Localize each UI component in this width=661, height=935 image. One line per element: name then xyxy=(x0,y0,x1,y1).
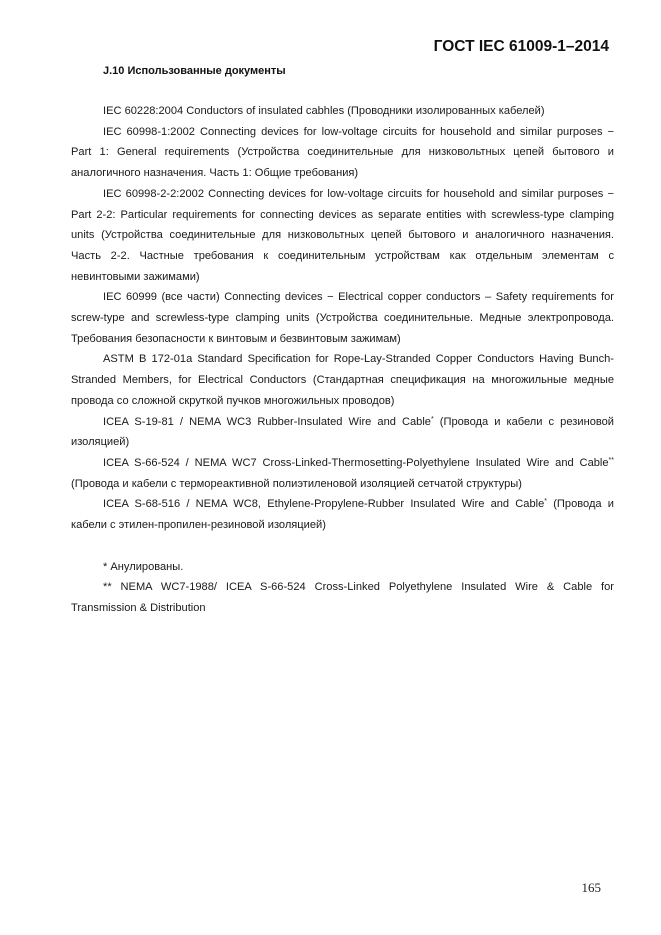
footnote-mark: ** xyxy=(608,456,614,464)
document-id-header: ГОСТ IEC 61009-1–2014 xyxy=(433,38,609,55)
footnote-mark: * xyxy=(430,415,434,423)
reference-item: ASTM B 172-01a Standard Specification for Rope-Lay-Stranded Copper Conductors Having Bunch-Stranded Members, for Electrical Conductors (Стандартная спецификация на многожильные медные провода со сложной скруткой пучков многожильных проводов) xyxy=(71,353,614,407)
references-list xyxy=(71,101,614,619)
reference-item: ICEA S-19-81 / NEMA WC3 Rubber-Insulated Wire and Cable* (Провода и кабели с резиновой изоляцией) xyxy=(71,415,614,449)
footnote-mark: * xyxy=(544,498,548,506)
page-number: 165 xyxy=(581,880,601,895)
footnote-item: ** NEMA WC7-1988/ ICEA S-66-524 Cross-Linked Polyethylene Insulated Wire & Cable for Transmission & Distribution xyxy=(71,581,614,615)
reference-item: IEC 60998-1:2002 Connecting devices for low-voltage circuits for household and similar purposes − Part 1: General requirements (Устройства соединительные для низковольтных цепей бытового и аналогичного назначения. Часть 1: Общие требования) xyxy=(71,125,614,180)
reference-item: IEC 60998-2-2:2002 Connecting devices for low-voltage circuits for household and similar purposes − Part 2-2: Particular requirements for connecting devices as separate entities with screwless-type clamping units (Устройства соединительные для низковольтных цепей бытового и аналогичного назначения. Часть 2-2. Частные требования к соединительным устройствам как отдельным элементам с невинтовыми зажимами) xyxy=(71,187,614,283)
reference-item: ICEA S-66-524 / NEMA WC7 Cross-Linked-Thermosetting-Polyethylene Insulated Wire and Cable** (Провода и кабели с термореактивной полиэтиленовой изоляцией сетчатой структуры) xyxy=(71,456,614,490)
reference-item: IEC 60228:2004 Conductors of insulated cabhles (Проводники изолированных кабелей) xyxy=(103,105,545,117)
footnote-item: * Анулированы. xyxy=(103,560,184,573)
footnotes xyxy=(71,557,614,619)
reference-item: ICEA S-68-516 / NEMA WC8, Ethylene-Propylene-Rubber Insulated Wire and Cable* (Провода и кабели с этилен-пропилен-резиновой изоляцией) xyxy=(71,498,614,532)
reference-item: IEC 60999 (все части) Connecting devices − Electrical copper conductors – Safety requirements for screw-type and screwless-type clamping units (Устройства соединительные. Медные электропровода. Требования безопасности к винтовым и безвинтовым зажимам) xyxy=(71,291,614,345)
section-title: J.10 Использованные документы xyxy=(103,65,286,77)
